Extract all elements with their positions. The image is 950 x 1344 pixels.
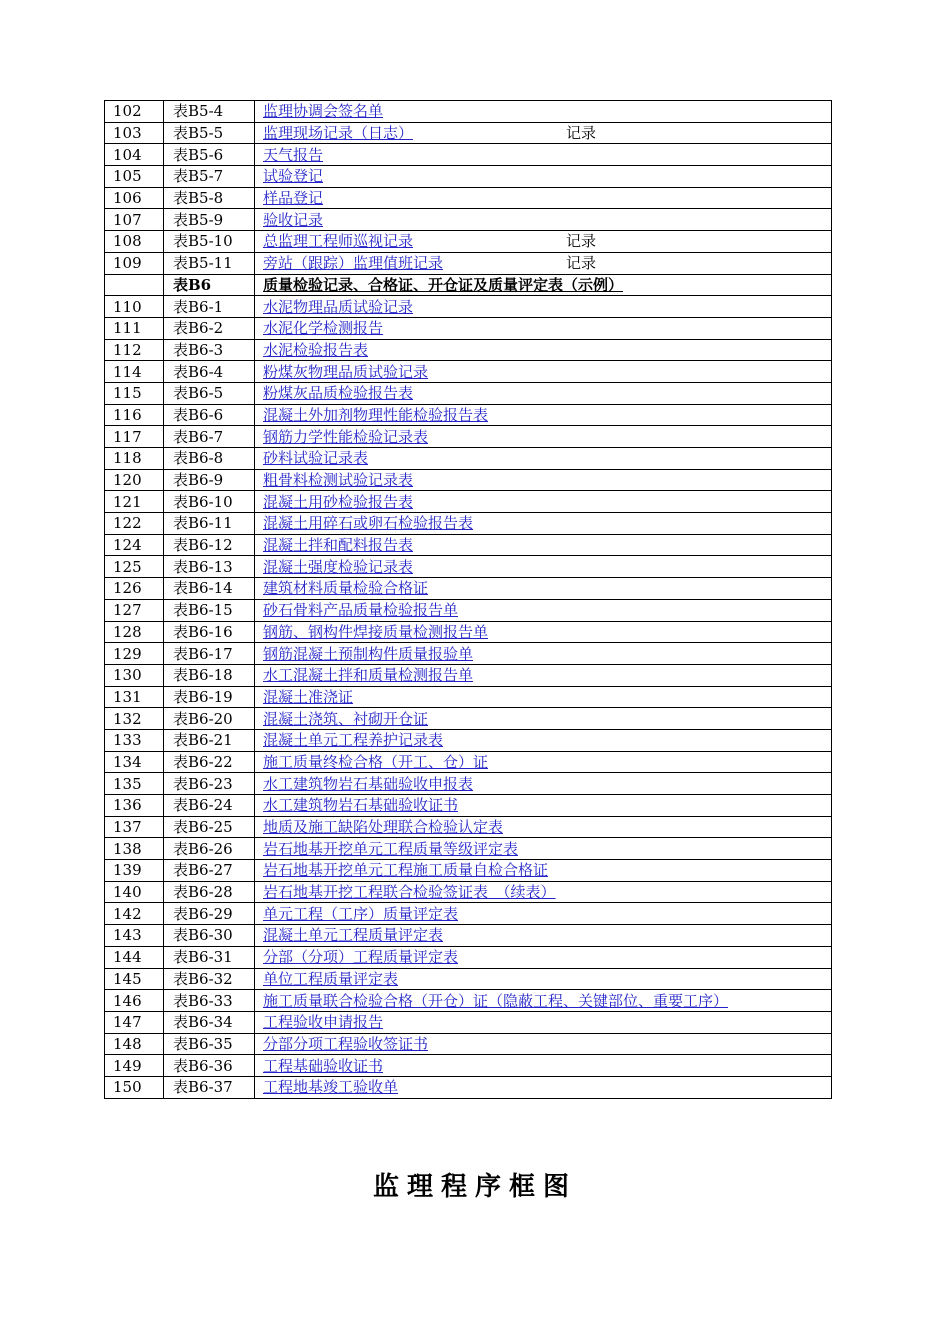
form-name-link[interactable]: 水泥物理品质试验记录 — [263, 297, 414, 316]
form-name-cell — [255, 252, 832, 274]
form-name-cell — [255, 382, 832, 404]
form-name-link[interactable]: 砂料试验记录表 — [263, 449, 369, 468]
form-name-cell — [255, 968, 832, 990]
section-title: 质量检验记录、合格证、开仓证及质量评定表（示例） — [263, 275, 624, 294]
row-number: 147 — [105, 1011, 164, 1033]
row-number: 121 — [105, 491, 164, 513]
form-name-cell — [255, 860, 832, 882]
form-name-cell — [255, 426, 832, 448]
table-row — [105, 860, 832, 882]
form-code: 表B6-27 — [164, 860, 255, 882]
form-code: 表B6-20 — [164, 708, 255, 730]
form-code: 表B6 — [164, 274, 255, 296]
row-number: 140 — [105, 881, 164, 903]
form-code: 表B6-12 — [164, 534, 255, 556]
row-number: 142 — [105, 903, 164, 925]
table-row — [105, 469, 832, 491]
table-row — [105, 361, 832, 383]
form-name-link[interactable]: 混凝土用碎石或卵石检验报告表 — [263, 514, 474, 533]
form-code: 表B6-3 — [164, 339, 255, 361]
table-row — [105, 1033, 832, 1055]
row-number: 132 — [105, 708, 164, 730]
row-number: 128 — [105, 621, 164, 643]
form-name-cell — [255, 708, 832, 730]
form-code: 表B6-23 — [164, 773, 255, 795]
form-code: 表B6-30 — [164, 925, 255, 947]
form-name-cell — [255, 1033, 832, 1055]
table-row — [105, 1055, 832, 1077]
table-row — [105, 491, 832, 513]
row-number: 110 — [105, 296, 164, 318]
form-name-cell — [255, 556, 832, 578]
form-name-link[interactable]: 粗骨料检测试验记录表 — [263, 471, 414, 490]
form-name-cell — [255, 621, 832, 643]
form-name-cell — [255, 773, 832, 795]
form-name-cell — [255, 578, 832, 600]
form-name-cell — [255, 166, 832, 188]
form-name-cell — [255, 1011, 832, 1033]
row-number: 118 — [105, 448, 164, 470]
table-row — [105, 946, 832, 968]
row-number: 129 — [105, 643, 164, 665]
form-name-link[interactable]: 混凝土强度检验记录表 — [263, 557, 414, 576]
form-name-cell — [255, 990, 832, 1012]
form-code: 表B6-15 — [164, 599, 255, 621]
form-code: 表B5-5 — [164, 122, 255, 144]
row-note: 记录 — [566, 124, 597, 143]
form-name-link[interactable]: 试验登记 — [263, 167, 324, 186]
form-code: 表B6-34 — [164, 1011, 255, 1033]
row-number: 131 — [105, 686, 164, 708]
form-name-cell — [255, 144, 832, 166]
form-code: 表B6-19 — [164, 686, 255, 708]
form-name-link[interactable]: 水工混凝土拌和质量检测报告单 — [263, 666, 474, 685]
form-code: 表B5-9 — [164, 209, 255, 231]
form-name-link[interactable]: 岩石地基开挖工程联合检验签证表 （续表） — [263, 883, 556, 902]
table-row — [105, 773, 832, 795]
table-row — [105, 404, 832, 426]
form-name-cell — [255, 751, 832, 773]
table-row — [105, 317, 832, 339]
form-name-cell — [255, 296, 832, 318]
form-code: 表B6-22 — [164, 751, 255, 773]
page-title: 监理程序框图 — [372, 1172, 577, 1202]
form-name-cell — [255, 469, 832, 491]
table-row — [105, 166, 832, 188]
form-name-cell — [255, 1055, 832, 1077]
table-row — [105, 296, 832, 318]
form-name-cell — [255, 946, 832, 968]
form-code: 表B6-29 — [164, 903, 255, 925]
form-name-link[interactable]: 分部分项工程验收签证书 — [263, 1034, 429, 1053]
form-code: 表B5-8 — [164, 187, 255, 209]
form-name-cell — [255, 881, 832, 903]
form-code: 表B6-8 — [164, 448, 255, 470]
form-code: 表B6-13 — [164, 556, 255, 578]
form-name-link[interactable]: 施工质量终检合格（开工、仓）证 — [263, 752, 489, 771]
table-row — [105, 1076, 832, 1098]
form-name-cell — [255, 491, 832, 513]
form-code: 表B5-10 — [164, 231, 255, 253]
form-name-link[interactable]: 样品登记 — [263, 189, 324, 208]
table-row — [105, 209, 832, 231]
table-body — [105, 101, 832, 1099]
form-name-link[interactable]: 水工建筑物岩石基础验收申报表 — [263, 774, 474, 793]
table-row — [105, 816, 832, 838]
row-number: 103 — [105, 122, 164, 144]
row-number — [105, 274, 164, 296]
row-number: 126 — [105, 578, 164, 600]
table-row — [105, 903, 832, 925]
form-name-link[interactable]: 总监理工程师巡视记录 — [263, 232, 414, 251]
form-name-link[interactable]: 工程地基竣工验收单 — [263, 1078, 399, 1097]
row-number: 120 — [105, 469, 164, 491]
table-row — [105, 122, 832, 144]
section-header-row — [105, 274, 832, 296]
table-row — [105, 339, 832, 361]
table-row — [105, 144, 832, 166]
table-row — [105, 925, 832, 947]
row-number: 138 — [105, 838, 164, 860]
table-row — [105, 426, 832, 448]
form-name-link[interactable]: 地质及施工缺陷处理联合检验认定表 — [263, 818, 504, 837]
row-number: 109 — [105, 252, 164, 274]
form-name-cell — [255, 339, 832, 361]
form-name-link[interactable]: 钢筋力学性能检验记录表 — [263, 427, 429, 446]
form-code: 表B5-4 — [164, 101, 255, 123]
form-code: 表B6-11 — [164, 513, 255, 535]
table-row — [105, 968, 832, 990]
row-number: 148 — [105, 1033, 164, 1055]
form-name-cell — [255, 513, 832, 535]
table-row — [105, 708, 832, 730]
row-number: 114 — [105, 361, 164, 383]
table-row — [105, 881, 832, 903]
form-name-link[interactable]: 水泥检验报告表 — [263, 340, 369, 359]
form-name-link[interactable]: 岩石地基开挖单元工程质量等级评定表 — [263, 839, 519, 858]
form-code: 表B6-33 — [164, 990, 255, 1012]
form-name-link[interactable]: 混凝土外加剂物理性能检验报告表 — [263, 405, 489, 424]
table-row — [105, 643, 832, 665]
row-number: 125 — [105, 556, 164, 578]
form-name-cell — [255, 187, 832, 209]
row-number: 105 — [105, 166, 164, 188]
table-row — [105, 252, 832, 274]
table-row — [105, 578, 832, 600]
form-name-cell — [255, 599, 832, 621]
form-code: 表B5-7 — [164, 166, 255, 188]
form-name-cell — [255, 816, 832, 838]
table-row — [105, 382, 832, 404]
form-name-link[interactable]: 混凝土用砂检验报告表 — [263, 492, 414, 511]
form-name-link[interactable]: 水泥化学检测报告 — [263, 319, 384, 338]
table-row — [105, 664, 832, 686]
row-number: 124 — [105, 534, 164, 556]
form-name-cell — [255, 101, 832, 123]
form-name-link[interactable]: 钢筋混凝土预制构件质量报验单 — [263, 644, 474, 663]
form-code: 表B6-16 — [164, 621, 255, 643]
form-code: 表B6-36 — [164, 1055, 255, 1077]
row-number: 104 — [105, 144, 164, 166]
form-name-link[interactable]: 建筑材料质量检验合格证 — [263, 579, 429, 598]
row-note: 记录 — [566, 254, 597, 273]
form-code: 表B6-24 — [164, 795, 255, 817]
table-row — [105, 556, 832, 578]
row-number: 130 — [105, 664, 164, 686]
form-code: 表B6-14 — [164, 578, 255, 600]
table-row — [105, 990, 832, 1012]
form-code: 表B6-31 — [164, 946, 255, 968]
form-name-link[interactable]: 单元工程（工序）质量评定表 — [263, 904, 459, 923]
form-name-link[interactable]: 混凝土浇筑、衬砌开仓证 — [263, 709, 429, 728]
row-number: 108 — [105, 231, 164, 253]
row-number: 106 — [105, 187, 164, 209]
form-name-cell — [255, 729, 832, 751]
table-row — [105, 795, 832, 817]
form-code: 表B6-32 — [164, 968, 255, 990]
form-name-cell — [255, 903, 832, 925]
form-code: 表B6-5 — [164, 382, 255, 404]
form-name-cell — [255, 664, 832, 686]
form-name-cell — [255, 231, 832, 253]
form-code: 表B6-1 — [164, 296, 255, 318]
form-name-link[interactable]: 水工建筑物岩石基础验收证书 — [263, 796, 459, 815]
form-name-link[interactable]: 混凝土拌和配料报告表 — [263, 536, 414, 555]
row-number: 133 — [105, 729, 164, 751]
table-row — [105, 187, 832, 209]
table-row — [105, 231, 832, 253]
form-name-cell — [255, 1076, 832, 1098]
form-name-cell — [255, 361, 832, 383]
form-name-link[interactable]: 混凝土单元工程养护记录表 — [263, 731, 444, 750]
table-row — [105, 448, 832, 470]
row-number: 116 — [105, 404, 164, 426]
form-name-cell — [255, 448, 832, 470]
form-name-link[interactable]: 施工质量联合检验合格（开仓）证（隐蔽工程、关键部位、重要工序） — [263, 991, 729, 1010]
form-name-link[interactable]: 岩石地基开挖单元工程施工质量自检合格证 — [263, 861, 549, 880]
table-row — [105, 751, 832, 773]
form-code: 表B6-25 — [164, 816, 255, 838]
row-number: 144 — [105, 946, 164, 968]
form-code: 表B5-11 — [164, 252, 255, 274]
row-number: 122 — [105, 513, 164, 535]
form-name-cell — [255, 274, 832, 296]
form-name-link[interactable]: 钢筋、钢构件焊接质量检测报告单 — [263, 622, 489, 641]
row-number: 149 — [105, 1055, 164, 1077]
form-name-cell — [255, 122, 832, 144]
form-name-link[interactable]: 分部（分项）工程质量评定表 — [263, 948, 459, 967]
table-row — [105, 621, 832, 643]
form-name-link[interactable]: 监理现场记录（日志） — [263, 124, 414, 143]
row-number: 139 — [105, 860, 164, 882]
row-number: 135 — [105, 773, 164, 795]
form-name-link[interactable]: 旁站（跟踪）监理值班记录 — [263, 254, 444, 273]
form-name-cell — [255, 209, 832, 231]
row-number: 145 — [105, 968, 164, 990]
table-row — [105, 599, 832, 621]
row-note: 记录 — [566, 232, 597, 251]
row-number: 102 — [105, 101, 164, 123]
form-name-cell — [255, 404, 832, 426]
row-number: 111 — [105, 317, 164, 339]
form-code: 表B6-2 — [164, 317, 255, 339]
form-code: 表B6-7 — [164, 426, 255, 448]
form-code: 表B6-9 — [164, 469, 255, 491]
row-number: 150 — [105, 1076, 164, 1098]
table-row — [105, 729, 832, 751]
row-number: 143 — [105, 925, 164, 947]
form-code: 表B6-17 — [164, 643, 255, 665]
form-name-link[interactable]: 混凝土准浇证 — [263, 687, 354, 706]
form-code: 表B5-6 — [164, 144, 255, 166]
table-row — [105, 513, 832, 535]
table-row — [105, 101, 832, 123]
form-index-table — [104, 100, 832, 1099]
form-code: 表B6-10 — [164, 491, 255, 513]
table-row — [105, 534, 832, 556]
form-name-cell — [255, 686, 832, 708]
form-code: 表B6-37 — [164, 1076, 255, 1098]
form-name-link[interactable]: 天气报告 — [263, 145, 324, 164]
row-number: 134 — [105, 751, 164, 773]
row-number: 117 — [105, 426, 164, 448]
form-code: 表B6-35 — [164, 1033, 255, 1055]
form-code: 表B6-26 — [164, 838, 255, 860]
row-number: 112 — [105, 339, 164, 361]
form-name-cell — [255, 795, 832, 817]
row-number: 146 — [105, 990, 164, 1012]
form-name-cell — [255, 317, 832, 339]
form-name-link[interactable]: 砂石骨料产品质量检验报告单 — [263, 601, 459, 620]
row-number: 107 — [105, 209, 164, 231]
form-name-link[interactable]: 混凝土单元工程质量评定表 — [263, 926, 444, 945]
table-row — [105, 838, 832, 860]
row-number: 136 — [105, 795, 164, 817]
form-code: 表B6-21 — [164, 729, 255, 751]
form-name-link[interactable]: 工程基础验收证书 — [263, 1056, 384, 1075]
form-name-link[interactable]: 单位工程质量评定表 — [263, 969, 399, 988]
form-name-link[interactable]: 粉煤灰物理品质试验记录 — [263, 362, 429, 381]
form-code: 表B6-6 — [164, 404, 255, 426]
form-name-cell — [255, 534, 832, 556]
form-code: 表B6-18 — [164, 664, 255, 686]
form-name-link[interactable]: 监理协调会签名单 — [263, 102, 384, 121]
table-row — [105, 1011, 832, 1033]
row-number: 127 — [105, 599, 164, 621]
form-name-link[interactable]: 粉煤灰品质检验报告表 — [263, 384, 414, 403]
form-name-link[interactable]: 验收记录 — [263, 210, 324, 229]
form-code: 表B6-4 — [164, 361, 255, 383]
form-name-link[interactable]: 工程验收申请报告 — [263, 1013, 384, 1032]
form-name-cell — [255, 838, 832, 860]
form-name-cell — [255, 925, 832, 947]
form-name-cell — [255, 643, 832, 665]
form-code: 表B6-28 — [164, 881, 255, 903]
table-row — [105, 686, 832, 708]
row-number: 115 — [105, 382, 164, 404]
row-number: 137 — [105, 816, 164, 838]
